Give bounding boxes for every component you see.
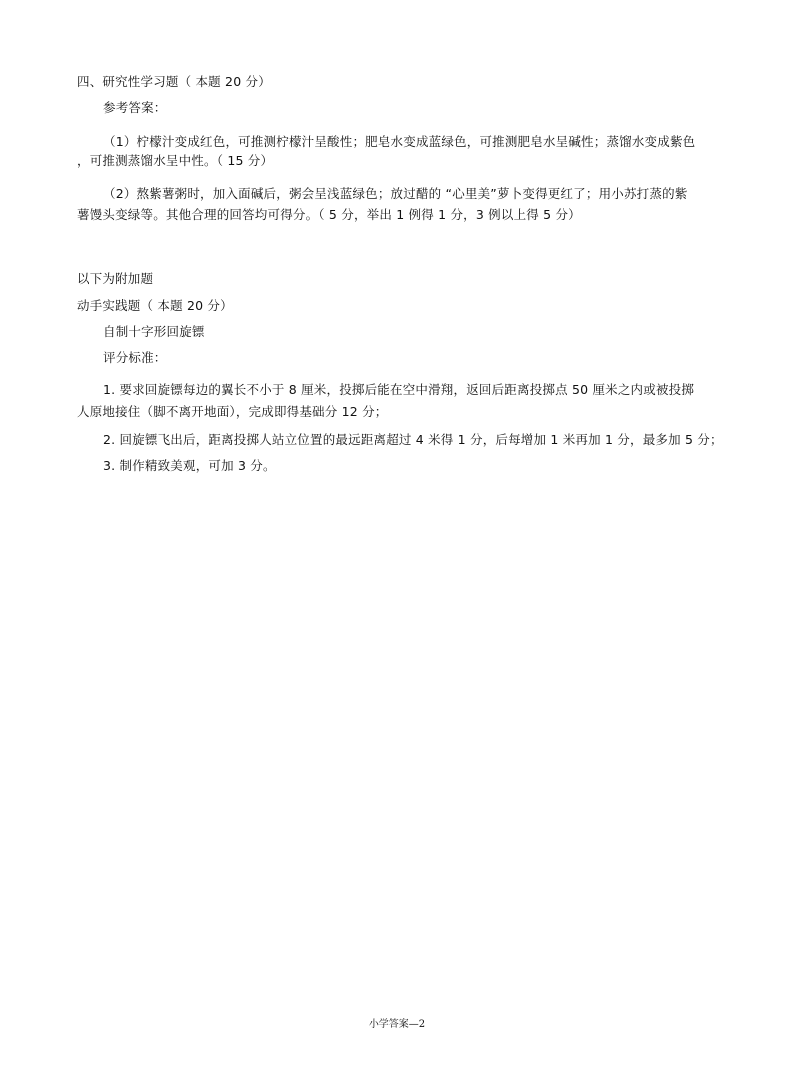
answer-item-1-line-1: （1）柠檬汁变成红色，可推测柠檬汁呈酸性；肥皂水变成蓝绿色，可推测肥皂水呈碱性；蒸馏水变成紫色 bbox=[103, 134, 696, 149]
page-footer: 小学答案—2 bbox=[368, 1019, 426, 1030]
rule-1-line-2: 人原地接住（脚不离开地面），完成即得基础分 12 分； bbox=[77, 404, 388, 419]
answer-item-2-line-1: （2）熬紫薯粥时，加入面碱后，粥会呈浅蓝绿色；放过醋的 “心里美”萝卜变得更红了；用小苏打蒸的紫 bbox=[103, 186, 688, 201]
bonus-intro: 以下为附加题 bbox=[77, 271, 154, 286]
answer-item-2-line-2: 薯馒头变绿等。其他合理的回答均可得分。（ 5 分，举出 1 例得 1 分，3 例以上得 5 分） bbox=[77, 207, 581, 222]
bonus-task-title: 自制十字形回旋镖 bbox=[103, 324, 205, 339]
rule-3: 3. 制作精致美观，可加 3 分。 bbox=[103, 458, 276, 473]
answer-item-1-line-2: ，可推测蒸馏水呈中性。（ 15 分） bbox=[77, 153, 274, 168]
rule-1-line-1: 1. 要求回旋镖每边的翼长不小于 8 厘米，投掷后能在空中滑翔，返回后距离投掷点 50 厘米之内或被投掷 bbox=[103, 382, 695, 397]
criteria-label: 评分标准： bbox=[103, 350, 167, 365]
rule-2: 2. 回旋镖飞出后，距离投掷人站立位置的最远距离超过 4 米得 1 分，后每增加 1 米再加 1 分，最多加 5 分； bbox=[103, 432, 723, 447]
bonus-heading: 动手实践题（ 本题 20 分） bbox=[77, 298, 233, 313]
section-heading: 四、研究性学习题（ 本题 20 分） bbox=[77, 74, 271, 89]
answer-label: 参考答案： bbox=[103, 100, 167, 115]
